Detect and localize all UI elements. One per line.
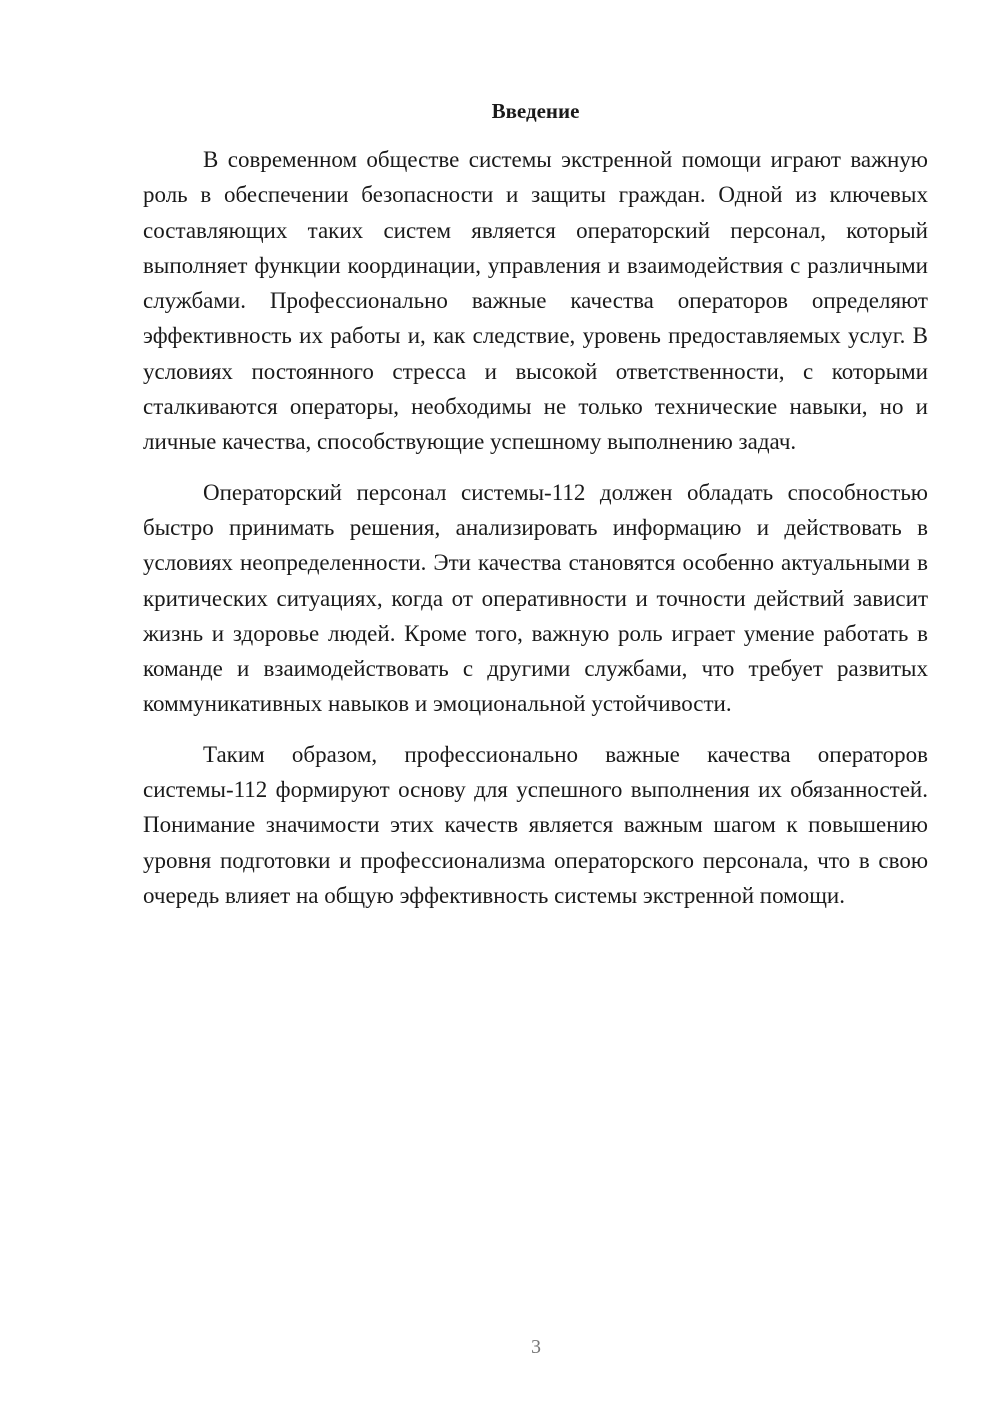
page-number: 3 xyxy=(531,1336,541,1358)
paragraph-3: Таким образом, профессионально важные качества операторов системы-112 формируют основу для успешного выполнения их обязанностей. Понимание значимости этих качеств является важным шагом к повышению уровня подготовки и профессионализма операторского персонала, что в свою очередь влияет на общую эффективность системы экстренной помощи. xyxy=(143,741,928,908)
paragraph-1: В современном обществе системы экстренной помощи играют важную роль в обеспечении безопасности и защиты граждан. Одной из ключевых составляющих таких систем является операторский персонал, который выполняет функции координации, управления и взаимодействия с различными службами. Профессионально важные качества операторов определяют эффективность их работы и, как следствие, уровень предоставляемых услуг. В условиях постоянного стресса и высокой ответственности, с которыми сталкиваются операторы, необходимы не только технические навыки, но и личные качества, способствующие успешному выполнению задач. xyxy=(143,147,928,455)
paragraph-2: Операторский персонал системы-112 должен обладать способностью быстро принимать решения, анализировать информацию и действовать в условиях неопределенности. Эти качества становятся особенно актуальными в критических ситуациях, когда от оперативности и точности действий зависит жизнь и здоровье людей. Кроме того, важную роль играет умение работать в команде и взаимодействовать с другими службами, что требует развитых коммуникативных навыков и эмоциональной устойчивости. xyxy=(143,479,928,717)
section-heading: Введение xyxy=(491,99,580,123)
body-text xyxy=(143,142,928,928)
